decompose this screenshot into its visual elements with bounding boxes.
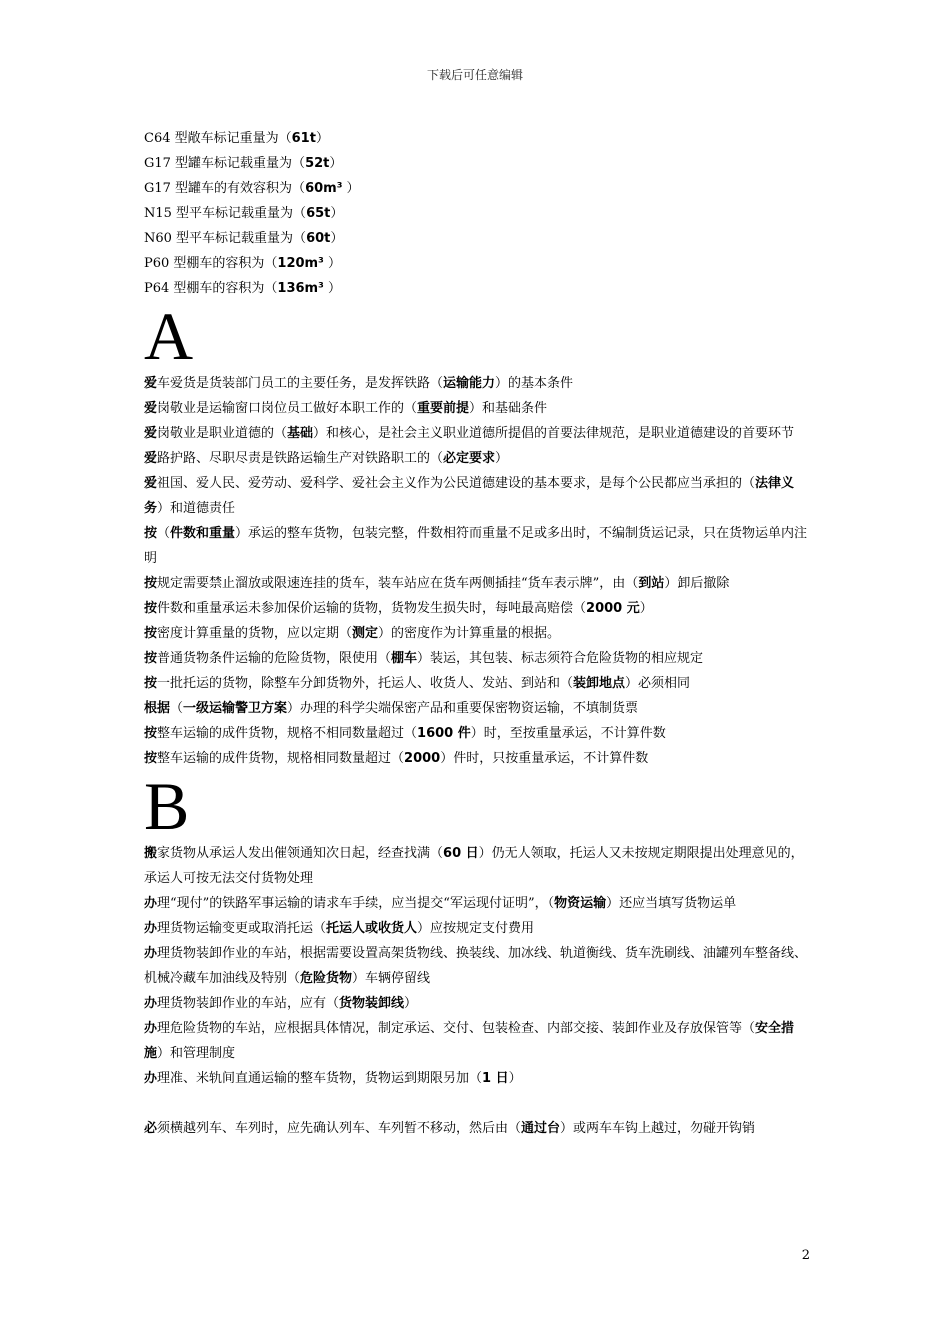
- page-header: 下载后可任意编辑: [426, 68, 523, 82]
- blank-line: [144, 1091, 808, 1116]
- section-letter-b: B: [144, 768, 190, 844]
- list-item: 办理货物运输变更或取消托运（托运人或收货人）应按规定支付费用: [144, 921, 535, 936]
- list-item: 按密度计算重量的货物，应以定期（测定）的密度作为计算重量的根据。: [144, 626, 561, 641]
- list-item: 按规定需要禁止溜放或限速连挂的货车，装车站应在货车两侧插挂“货车表示牌”，由（到站）卸后撤除: [144, 576, 730, 591]
- list-item: 爱岗敬业是运输窗口岗位员工做好本职工作的（重要前提）和基础条件: [144, 401, 548, 416]
- list-item: 按普通货物条件运输的危险货物，限使用（棚车）装运，其包装、标志须符合危险货物的相应规定: [144, 651, 704, 666]
- list-item: 办理货物装卸作业的车站，根据需要设置高架货物线、换装线、加冰线、轨道衡线、货车洗刷线、油罐列车整备线、机械冷藏车加油线及特别（危险货物）车辆停留线: [144, 946, 808, 986]
- section-b-list: [144, 841, 808, 1141]
- list-item: 根据（一级运输警卫方案）办理的科学尖端保密产品和重要保密物资运输，不填制货票: [144, 701, 639, 716]
- list-item: 办理危险货物的车站，应根据具体情况，制定承运、交付、包装检查、内部交接、装卸作业及存放保管等（安全措施）和管理制度: [144, 1021, 795, 1061]
- spec-line: P60 型棚车的容积为（120m³ ）: [144, 256, 341, 271]
- spec-line: C64 型敞车标记重量为（61t）: [144, 131, 329, 146]
- list-item: 爱路护路、尽职尽责是铁路运输生产对铁路职工的（必定要求）: [144, 451, 509, 466]
- spec-line: G17 型罐车的有效容积为（60m³ ）: [144, 181, 360, 196]
- list-item: 按整车运输的成件货物，规格相同数量超过（2000）件时，只按重量承运，不计算件数: [144, 751, 649, 766]
- section-letter-a: A: [144, 298, 194, 374]
- page-number: 2: [801, 1248, 810, 1263]
- spec-line: N60 型平车标记载重量为（60t）: [144, 231, 344, 246]
- list-item: 按（件数和重量）承运的整车货物，包装完整，件数相符而重量不足或多出时，不编制货运记录，只在货物运单内注明: [144, 526, 808, 566]
- list-item: 爱车爱货是货装部门员工的主要任务，是发挥铁路（运输能力）的基本条件: [144, 376, 574, 391]
- list-item: 按一批托运的货物，除整车分卸货物外，托运人、收货人、发站、到站和（装卸地点）必须相同: [144, 676, 691, 691]
- list-item: 办理准、米轨间直通运输的整车货物，货物运到期限另加（1 日）: [144, 1071, 522, 1086]
- section-a-list: [144, 371, 808, 771]
- list-item: 按整车运输的成件货物，规格不相同数量超过（1600 件）时，至按重量承运，不计算件数: [144, 726, 666, 741]
- list-item: 按件数和重量承运未参加保价运输的货物，货物发生损失时，每吨最高赔偿（2000 元）: [144, 601, 653, 616]
- spec-line: G17 型罐车标记载重量为（52t）: [144, 156, 343, 171]
- list-item: 办理“现付”的铁路军事运输的请求车手续，应当提交“军运现付证明”，（物资运输）还应当填写货物运单: [144, 896, 737, 911]
- spec-line: N15 型平车标记载重量为（65t）: [144, 206, 344, 221]
- list-item: 爱祖国、爱人民、爱劳动、爱科学、爱社会主义作为公民道德建设的基本要求，是每个公民都应当承担的（法律义务）和道德责任: [144, 476, 795, 516]
- list-item: 办理货物装卸作业的车站，应有（货物装卸线）: [144, 996, 418, 1011]
- list-item: 爱岗敬业是职业道德的（基础）和核心，是社会主义职业道德所提倡的首要法律规范，是职业道德建设的首要环节: [144, 426, 795, 441]
- list-item: 搬家货物从承运人发出催领通知次日起，经查找满（60 日）仍无人领取，托运人又未按规定期限提出处理意见的，承运人可按无法交付货物处理: [144, 846, 804, 886]
- list-item: 必须横越列车、车列时，应先确认列车、车列暂不移动，然后由（通过台）或两车车钩上越过，勿碰开钩销: [144, 1121, 756, 1136]
- spec-list: [144, 126, 808, 301]
- spec-line: P64 型棚车的容积为（136m³ ）: [144, 281, 341, 296]
- document-body: [144, 126, 808, 1141]
